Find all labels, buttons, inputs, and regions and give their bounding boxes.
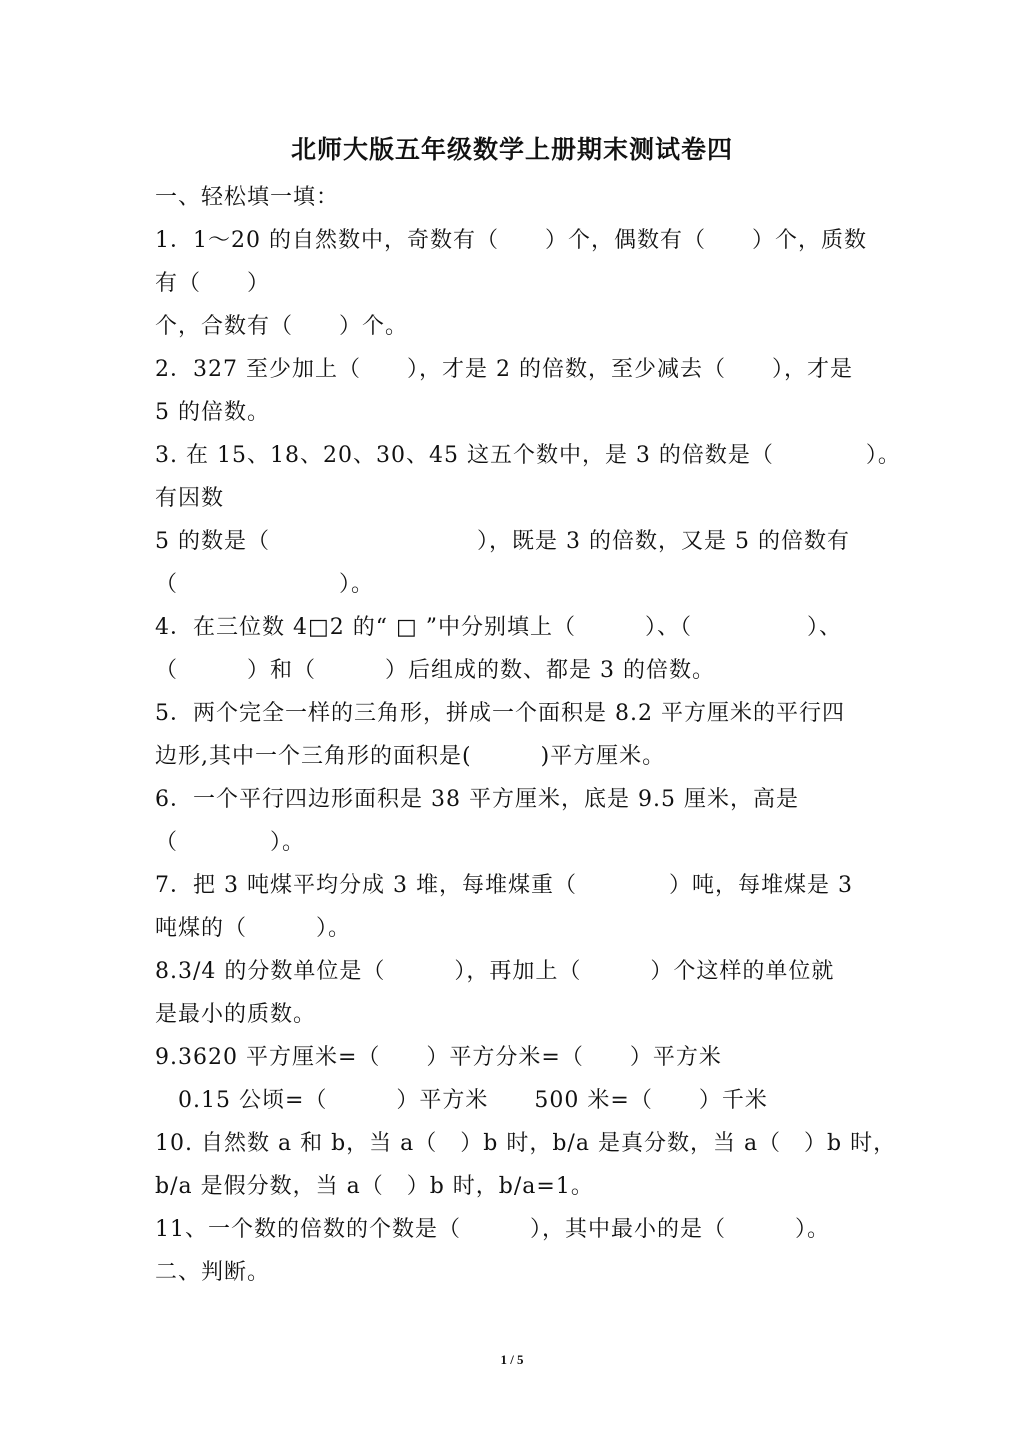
question-4-line-2: （ ）和（ ）后组成的数、都是 3 的倍数。 — [155, 658, 715, 683]
question-4-line-1: 4．在三位数 4□2 的“ □ ”中分别填上（ ）、（ ）、 — [155, 615, 843, 640]
question-8-line-2: 是最小的质数。 — [155, 1002, 317, 1027]
question-9-line-2: 0.15 公顷=（ ）平方米 500 米=（ ）千米 — [155, 1088, 768, 1113]
page-title: 北师大版五年级数学上册期末测试卷四 — [290, 135, 733, 164]
question-2-line-1: 2．327 至少加上（ ），才是 2 的倍数，至少减去（ ），才是 — [155, 357, 853, 382]
question-5-line-2: 边形,其中一个三角形的面积是( )平方厘米。 — [155, 744, 666, 769]
question-1-line-3: 个，合数有（ ）个。 — [155, 314, 409, 339]
question-6-line-1: 6．一个平行四边形面积是 38 平方厘米，底是 9.5 厘米，高是 — [155, 787, 799, 812]
question-11-line-1: 11、一个数的倍数的个数是（ ），其中最小的是（ ）。 — [155, 1217, 830, 1242]
question-7-line-2: 吨煤的（ ）。 — [155, 916, 352, 941]
question-3-line-4: （ ）。 — [155, 572, 375, 597]
question-7-line-1: 7．把 3 吨煤平均分成 3 堆，每堆煤重（ ）吨，每堆煤是 3 — [155, 873, 853, 898]
question-6-line-2: （ ）。 — [155, 830, 306, 855]
question-1-line-2: 有（ ） — [155, 271, 271, 296]
question-9-line-1: 9.3620 平方厘米=（ ）平方分米=（ ）平方米 — [155, 1045, 722, 1070]
question-8-line-1: 8.3/4 的分数单位是（ ），再加上（ ）个这样的单位就 — [155, 959, 835, 984]
section-heading-judge: 二、判断。 — [155, 1260, 271, 1285]
section-heading-fill-in: 一、轻松填一填： — [155, 185, 340, 210]
question-2-line-2: 5 的倍数。 — [155, 400, 270, 425]
question-3-line-3: 5 的数是（ ），既是 3 的倍数，又是 5 的倍数有 — [155, 529, 850, 554]
question-3-line-2: 有因数 — [155, 486, 225, 511]
question-1-line-1: 1．1～20 的自然数中，奇数有（ ）个，偶数有（ ）个，质数 — [155, 228, 867, 253]
question-5-line-1: 5．两个完全一样的三角形，拼成一个面积是 8.2 平方厘米的平行四 — [155, 701, 845, 726]
page-number: 1 / 5 — [500, 1352, 524, 1367]
question-10-line-1: 10. 自然数 a 和 b，当 a（ ）b 时，b/a 是真分数，当 a（ ）b 时， — [155, 1131, 897, 1156]
question-3-line-1: 3. 在 15、18、20、30、45 这五个数中，是 3 的倍数是（ ）。 — [155, 443, 901, 468]
question-10-line-2: b/a 是假分数，当 a（ ）b 时，b/a=1。 — [155, 1174, 594, 1199]
